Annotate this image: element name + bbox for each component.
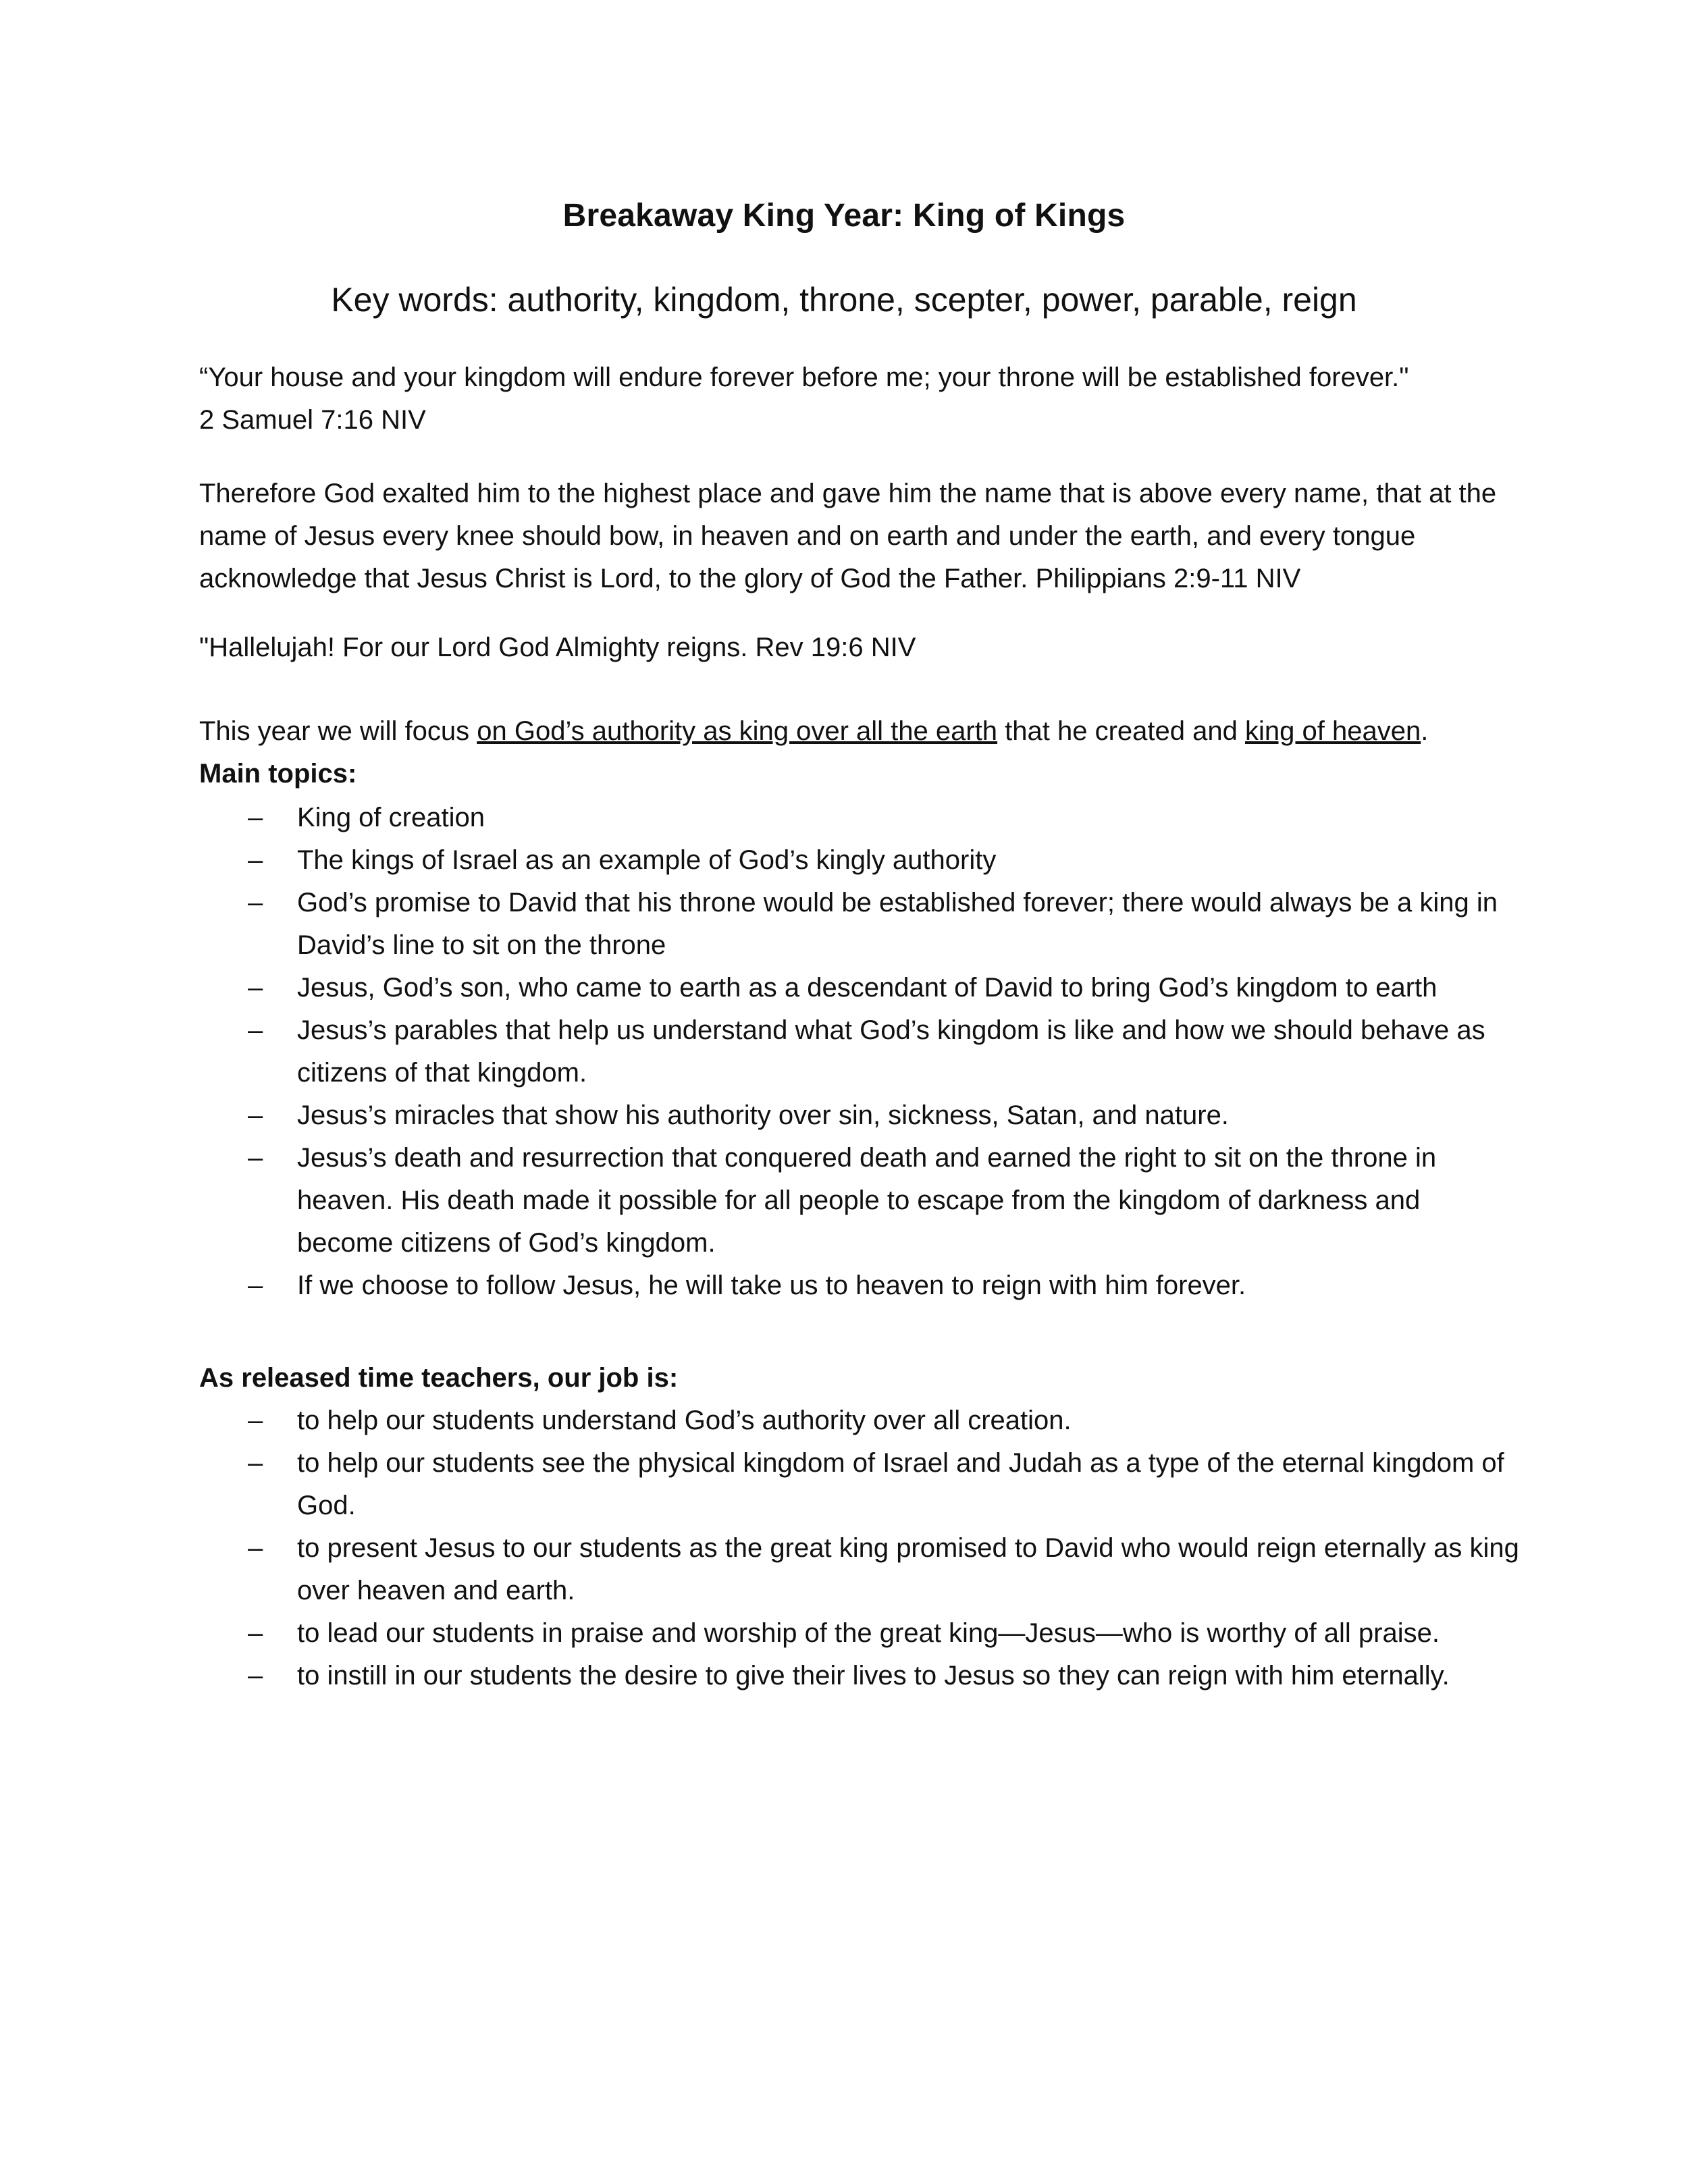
focus-underlined-authority: on God’s authority as king over all the earth [477,716,998,746]
dash-bullet: – [248,845,263,875]
list-item [199,1655,1523,1697]
list-item [199,1264,1523,1307]
list-item [199,1612,1523,1655]
list-item-text: Jesus’s death and resurrection that conquered death and earned the right to sit on the throne in heaven. His death made it possible for all people to escape from the kingdom of darkness and become citizens of God’s kingdom. [297,1143,1437,1258]
focus-text-start: This year we will focus [199,716,477,746]
dash-bullet: – [248,1143,263,1173]
focus-underlined-heaven: king of heaven [1245,716,1421,746]
list-item-text: Jesus’s miracles that show his authority over sin, sickness, Satan, and nature. [297,1100,1229,1130]
list-item [199,797,1523,839]
dash-bullet: – [248,803,263,832]
document-title: Breakaway King Year: King of Kings [562,198,1126,234]
focus-paragraph [199,710,1509,795]
focus-text-end: . [1421,716,1429,746]
key-words-heading: Key words: authority, kingdom, throne, scepter, power, parable, reign [331,281,1357,319]
dash-bullet: – [248,1100,263,1130]
main-topics-list [199,797,1523,1307]
verse-philippians: Therefore God exalted him to the highest place and gave him the name that is above every name, that at the name of Jesus every knee should bow, in heaven and on earth and under the earth, and every tongue acknowledge that Jesus Christ is Lord, to the glory of God the Father. Philippians 2:9-11 NIV [199,479,1497,593]
dash-bullet: – [248,973,263,1003]
dash-bullet: – [248,1618,263,1648]
focus-text-middle: that he created and [997,716,1245,746]
list-item-text: Jesus’s parables that help us understand what God’s kingdom is like and how we should behave as citizens of that kingdom. [297,1015,1485,1088]
list-item [199,882,1523,967]
verse-reference: 2 Samuel 7:16 NIV [199,405,426,435]
list-item-text: to help our students see the physical kingdom of Israel and Judah as a type of the eternal kingdom of God. [297,1448,1504,1520]
main-topics-label: Main topics: [199,759,357,789]
list-item [199,1137,1523,1264]
list-item [199,1094,1523,1137]
list-item [199,839,1523,882]
verse-revelation: "Hallelujah! For our Lord God Almighty reigns. Rev 19:6 NIV [199,633,916,662]
list-item [199,967,1523,1009]
list-item-text: to help our students understand God’s authority over all creation. [297,1406,1072,1435]
dash-bullet: – [248,1406,263,1435]
list-item-text: God’s promise to David that his throne would be established forever; there would always be a king in David’s line to sit on the throne [297,888,1498,960]
list-item-text: Jesus, God’s son, who came to earth as a descendant of David to bring God’s kingdom to earth [297,973,1438,1003]
list-item [199,1009,1523,1094]
verse-2-samuel [199,356,1509,442]
dash-bullet: – [248,888,263,917]
dash-bullet: – [248,1015,263,1045]
dash-bullet: – [248,1271,263,1300]
dash-bullet: – [248,1533,263,1563]
list-item [199,1527,1523,1612]
list-item-text: to instill in our students the desire to give their lives to Jesus so they can reign with him eternally. [297,1661,1450,1690]
dash-bullet: – [248,1661,263,1690]
list-item-text: The kings of Israel as an example of God’s kingly authority [297,845,997,875]
list-item-text: to lead our students in praise and worship of the great king—Jesus—who is worthy of all praise. [297,1618,1440,1648]
list-item-text: King of creation [297,803,485,832]
verse-text: “Your house and your kingdom will endure forever before me; your throne will be established forever." [199,363,1409,392]
dash-bullet: – [248,1448,263,1478]
list-item [199,1442,1523,1527]
list-item [199,1400,1523,1442]
job-heading: As released time teachers, our job is: [199,1363,679,1393]
list-item-text: If we choose to follow Jesus, he will take us to heaven to reign with him forever. [297,1271,1246,1300]
job-list [199,1400,1523,1697]
list-item-text: to present Jesus to our students as the great king promised to David who would reign eternally as king over heaven and earth. [297,1533,1519,1605]
